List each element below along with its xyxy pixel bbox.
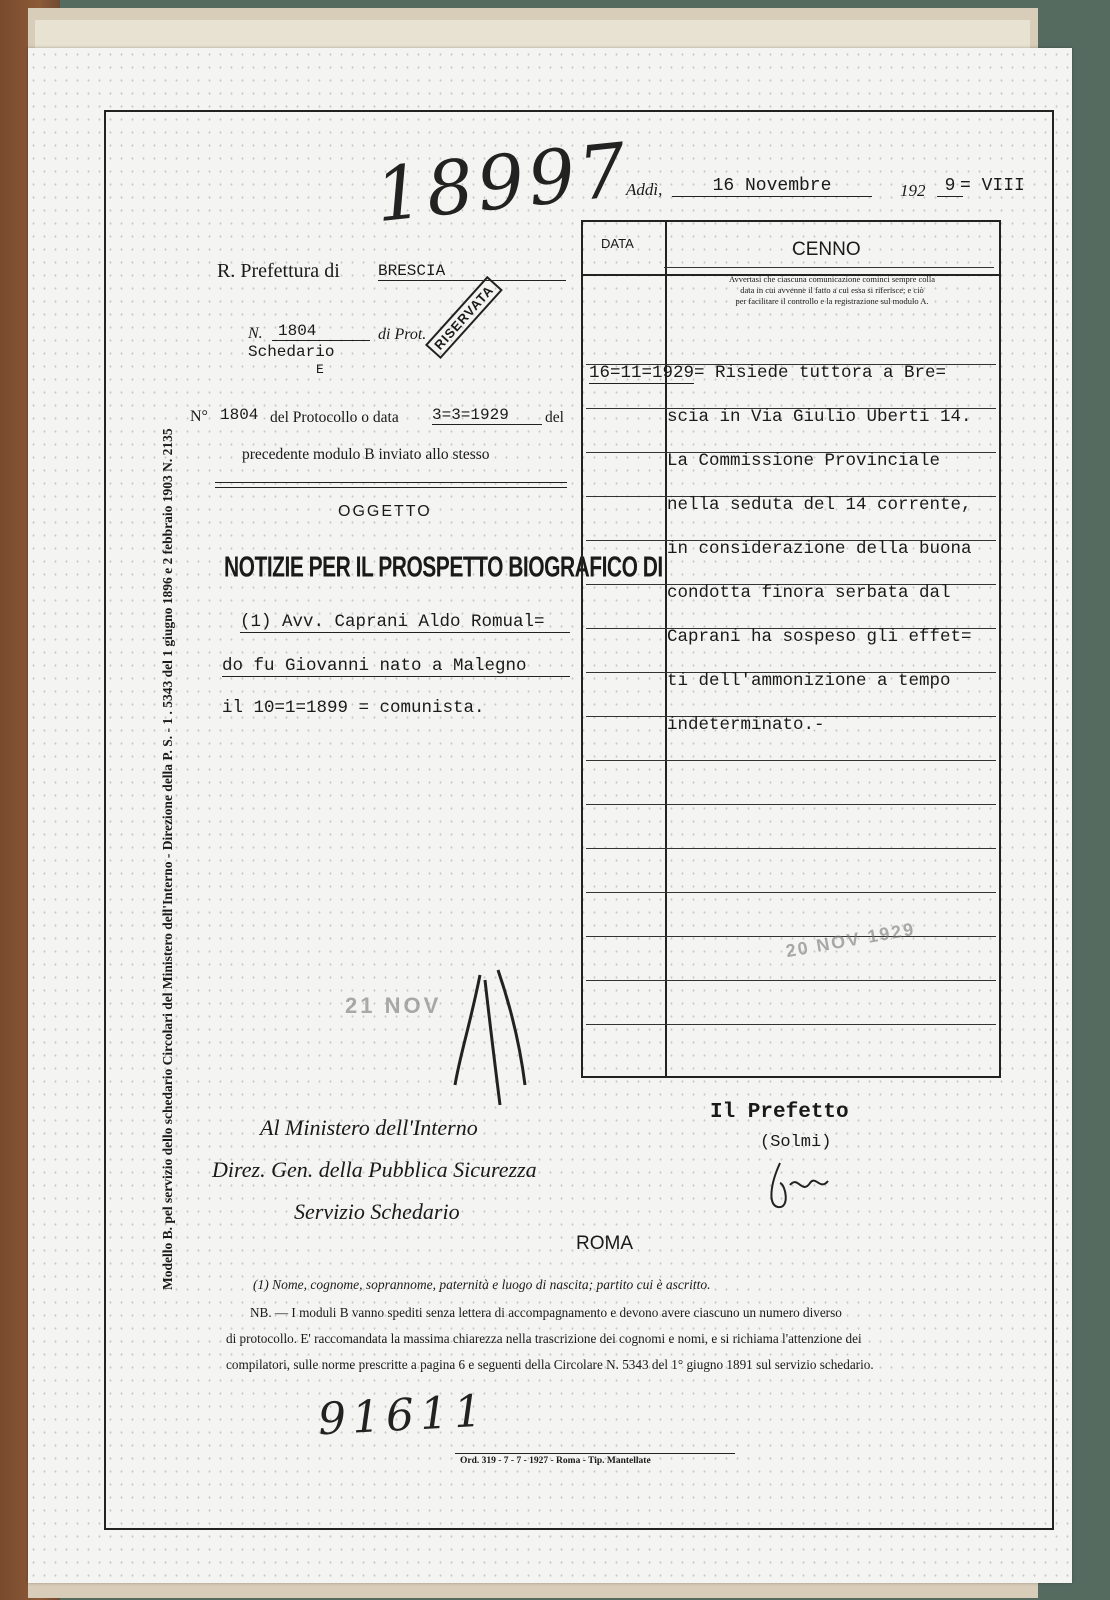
- recipient-line-1: Al Ministero dell'Interno: [260, 1115, 478, 1140]
- form-model-sidebar: Modello B. pel servizio dello schedario Circolari del Ministero dell'Interno - Direzione della P. S. - 1 . 5343 del 1 giugno 1896 e 2 febbraio 1903 N. 2135: [160, 428, 175, 1290]
- n-degree-label: N°: [190, 408, 208, 425]
- schedario-e: E: [316, 362, 324, 377]
- prefettura-label: R. Prefettura di: [217, 260, 340, 282]
- di-prot-label: di Prot.: [378, 326, 427, 343]
- entry-line-7: Caprani ha sospeso gli effet=: [667, 627, 972, 647]
- notice-rule: [664, 267, 994, 268]
- handwritten-file-number: 18997: [371, 126, 635, 240]
- nb-notes: NB. — I moduli B vanno spediti senza lettera di accompagnamento e devono avere ciascuno un numero diverso di protocollo. E' raccomandata la massima chiarezza nella trascrizione dei cognomi e nomi, e si richiama l'attenzione dei compilatori, sulle norme prescritte a pagina 6 e seguenti della Circolare N. 5343 del 1° giugno 1891 sul servizio schedario.: [226, 1305, 874, 1372]
- prefetto-signature-icon: [750, 1155, 840, 1215]
- entry-date: 16=11=1929: [589, 363, 695, 383]
- n-label: N.: [248, 325, 263, 342]
- previous-date: 3=3=1929: [432, 406, 542, 425]
- print-info-rule: [455, 1453, 735, 1454]
- era: = VIII: [960, 176, 1025, 196]
- col-cenno-header: CENNO: [792, 239, 861, 260]
- recipient-line-2: Direz. Gen. della Pubblica Sicurezza: [212, 1157, 537, 1182]
- roma-label: ROMA: [576, 1233, 633, 1254]
- previous-del: del: [545, 409, 564, 426]
- divider-1: [215, 482, 567, 483]
- prefetto-name: (Solmi): [760, 1133, 832, 1152]
- prefetto-title: Il Prefetto: [710, 1101, 849, 1124]
- subject-line-1: (1) Avv. Caprani Aldo Romual=: [240, 612, 570, 633]
- entry-line-2: scia in Via Giulio Uberti 14.: [667, 407, 972, 427]
- col-data-header: DATA: [601, 236, 634, 251]
- nov-stamp: 21 NOV: [345, 993, 442, 1018]
- received-stamp: 20 NOV 1929: [784, 918, 917, 962]
- subject-line-3: il 10=1=1899 = comunista.: [222, 698, 485, 718]
- entry-line-5: in considerazione della buona: [667, 539, 972, 559]
- prefettura-value: BRESCIA: [378, 262, 566, 281]
- entry-line-1: = Risiede tuttora a Bre=: [694, 363, 947, 383]
- previous-number: 1804: [220, 406, 259, 424]
- previous-module-text: precedente modulo B inviato allo stesso: [242, 446, 490, 463]
- year-suffix: 9: [937, 176, 963, 197]
- subject-line-2: do fu Giovanni nato a Malegno: [222, 656, 570, 677]
- schedario-label: Schedario: [248, 343, 335, 361]
- entry-line-8: ti dell'ammonizione a tempo: [667, 671, 951, 691]
- entry-line-6: condotta finora serbata dal: [667, 583, 951, 603]
- entry-line-9: indeterminato.-: [667, 715, 825, 735]
- column-separator: [665, 222, 667, 1076]
- entry-line-4: nella seduta del 14 corrente,: [667, 495, 972, 515]
- recipient-line-3: Servizio Schedario: [294, 1199, 460, 1224]
- date-label: Addì,: [626, 180, 663, 199]
- table-notice: Avvertasi che ciascuna comunicazione cominci sempre colla data in cui avvenne il fatto a cui essa si riferisce; e ciò per facilitare il controllo e la registrazione sul modulo A.: [728, 274, 936, 306]
- notizie-title: NOTIZIE PER IL PROSPETTO BIOGRAFICO DI: [224, 552, 663, 584]
- riservata-stamp: RISERVATA: [425, 276, 503, 359]
- bottom-handwritten-note: 91611: [316, 1385, 490, 1446]
- divider-2: [215, 487, 567, 488]
- protocol-number: 1804: [272, 322, 370, 341]
- footnote: (1) Nome, cognome, soprannome, paternità e luogo di nascita; partito cui è ascritto.: [253, 1277, 711, 1292]
- print-info: Ord. 319 - 7 - 7 - 1927 - Roma - Tip. Mantellate: [460, 1456, 651, 1466]
- entry-line-3: La Commissione Provinciale: [667, 451, 941, 471]
- year-prefix: 192: [900, 181, 926, 200]
- handwritten-mark: [440, 965, 540, 1115]
- previous-text: del Protocollo o data: [270, 409, 399, 426]
- date-value: 16 Novembre: [672, 176, 872, 197]
- oggetto-heading: OGGETTO: [338, 503, 432, 520]
